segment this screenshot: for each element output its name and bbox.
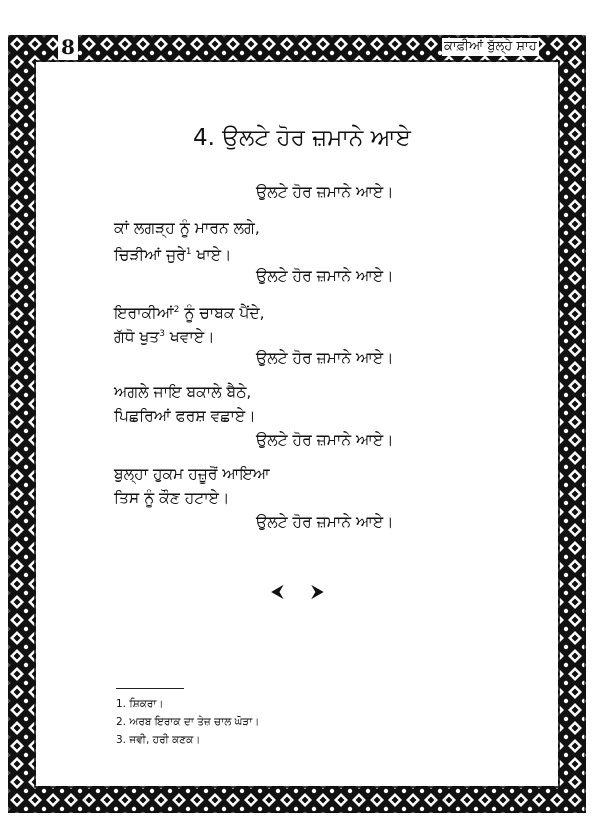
page-number: 8 <box>58 34 78 60</box>
footnote-marker: 3 <box>159 329 165 339</box>
poem-title: 4. ਉਲਟੇ ਹੋਰ ਜ਼ਮਾਨੇ ਆਏ <box>193 125 411 151</box>
stanza-4-line-1: ਬੁਲ੍ਹਾ ਹੁਕਮ ਹਜ਼ੂਰੋਂ ਆਇਆ <box>114 465 270 483</box>
running-head: ਕਾਫ਼ੀਆਂ ਬੁੱਲ੍ਹੇ ਸ਼ਾਹ <box>444 39 537 54</box>
refrain-line: ਉਲਟੇ ਹੋਰ ਜ਼ਮਾਨੇ ਆਏ। <box>256 183 394 201</box>
verse-text-tail: ਖਵਾਏ। <box>164 328 215 347</box>
refrain-line: ਉਲਟੇ ਹੋਰ ਜ਼ਮਾਨੇ ਆਏ। <box>256 349 394 367</box>
stanza-3-line-1: ਅਗਲੇ ਜਾਇ ਬਕਾਲੇ ਬੈਠੇ, <box>114 383 252 401</box>
footnote-divider <box>116 688 184 689</box>
stanza-2-line-2 <box>114 322 215 349</box>
footnote-marker: 2 <box>173 305 180 315</box>
stanza-3-line-2: ਪਿਛਰਿਆਂ ਫਰਸ਼ ਵਛਾਏ। <box>114 407 256 425</box>
footnote-2: 2. ਅਰਬ ਇਰਾਕ ਦਾ ਤੇਜ਼ ਚਾਲ ਘੋੜਾ। <box>116 716 260 728</box>
verse-text: ਗੱਧੋ ਖੁਤ <box>114 328 160 347</box>
verse-text: ਚਿੜੀਆਂ ਜੁਰੇ <box>114 246 186 265</box>
footnote-1: 1. ਸ਼ਿਕਰਾ। <box>116 698 164 710</box>
verse-text-tail: ਖਾਏ। <box>191 246 232 265</box>
refrain-line: ਉਲਟੇ ਹੋਰ ਜ਼ਮਾਨੇ ਆਏ। <box>256 431 394 449</box>
verse-text: ਇਰਾਕੀਆਂ <box>114 304 174 323</box>
stanza-1-line-2 <box>114 240 231 267</box>
refrain-line: ਉਲਟੇ ਹੋਰ ਜ਼ਮਾਨੇ ਆਏ। <box>256 267 394 285</box>
page-content <box>56 90 548 780</box>
stanza-4-line-2: ਤਿਸ ਨੂੰ ਕੌਣ ਹਟਾਏ। <box>114 489 230 507</box>
refrain-line: ਉਲਟੇ ਹੋਰ ਜ਼ਮਾਨੇ ਆਏ। <box>256 513 394 531</box>
verse-text-tail: ਨੂੰ ਚਾਬਕ ਪੈਂਦੇ, <box>179 304 265 323</box>
footnote-3: 3. ਜਵੀ, ਹਰੀ ਕਣਕ। <box>116 734 201 746</box>
previous-arrow-icon[interactable]: ⮜ <box>271 581 284 602</box>
next-arrow-icon[interactable]: ⮞ <box>311 581 325 602</box>
stanza-1-line-1: ਕਾਂ ਲਗੜ੍ਹ ਨੂੰ ਮਾਰਨ ਲਗੇ, <box>114 219 260 237</box>
footnote-marker: 1 <box>185 247 192 257</box>
